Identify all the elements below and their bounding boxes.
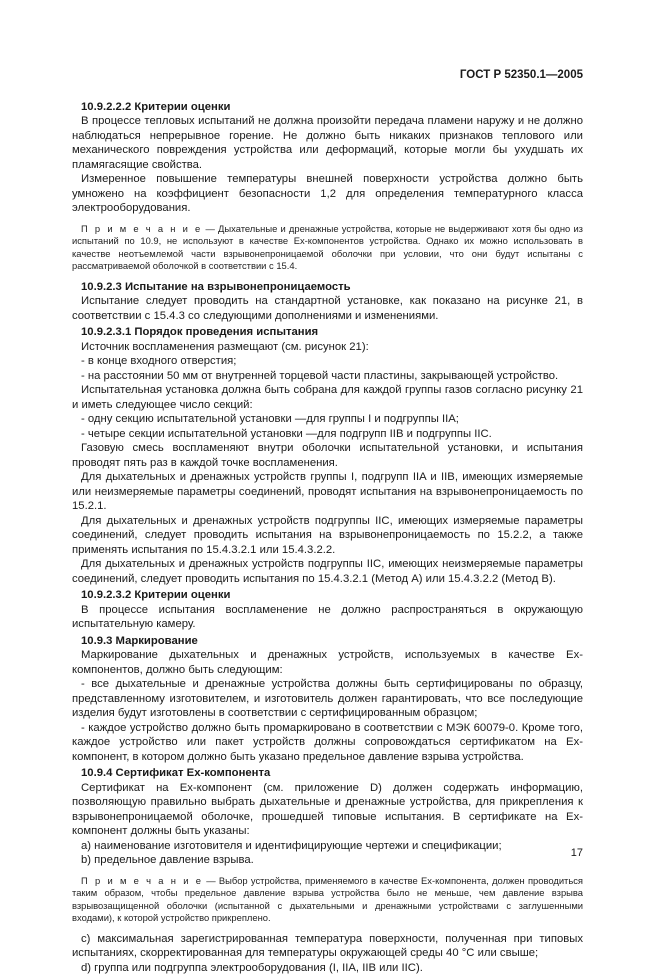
note-label: П р и м е ч а н и е (81, 223, 202, 234)
paragraph: В процессе испытания воспламенение не должно распространяться в окружающую испытательную камеру. (72, 603, 583, 632)
note-text: — Выбор устройства, применяемого в качестве Ex-компонента, должен проводиться таким образом, чтобы предельное давление взрыва устройства было не меньше, чем давление взрыва взрывозащищенной оболочки (испытанной с дыхательными и дренажными устройствами с заглушенными входами), к которой устройство прикреплено. (72, 875, 583, 924)
paragraph: Для дыхательных и дренажных устройств подгруппы IIC, имеющих неизмеряемые параметры соединений, следует проводить испытания по 15.4.3.2.1 (Метод А) или 15.4.3.2.2 (Метод В). (72, 557, 583, 586)
note (72, 223, 583, 273)
list-item: - одну секцию испытательной установки —для группы I и подгруппы IIA; (72, 412, 583, 427)
paragraph: Измеренное повышение температуры внешней поверхности устройства должно быть умножено на коэффициент безопасности 1,2 для определения температурного класса электрооборудования. (72, 172, 583, 216)
heading-10-9-2-3-1: 10.9.2.3.1 Порядок проведения испытания (72, 325, 583, 340)
note-text: — Дыхательные и дренажные устройства, которые не выдерживают хотя бы одно из испытаний по 10.9, не используют в качестве Ex-компонентов устройства. Однако их можно использовать в качестве неотъемлемой части взрывонепроницаемой оболочки при условии, что они будут испытаны с рассматриваемой оболочкой в соответствии с 15.4. (72, 223, 583, 272)
paragraph: Испытательная установка должна быть собрана для каждой группы газов согласно рисунку 21 и иметь следующее число секций: (72, 383, 583, 412)
page-number: 17 (571, 846, 583, 861)
list-item-b: b) предельное давление взрыва. (72, 853, 583, 868)
list-item: - четыре секции испытательной установки —для подгрупп IIB и подгруппы IIC. (72, 427, 583, 442)
list-item: - в конце входного отверстия; (72, 354, 583, 369)
note (72, 875, 583, 925)
heading-10-9-2-3: 10.9.2.3 Испытание на взрывонепроницаемость (72, 280, 583, 295)
paragraph: Сертификат на Ex-компонент (см. приложение D) должен содержать информацию, позволяющую правильно выбрать дыхательные и дренажные устройства, для прикрепления к взрывонепроницаемой оболочке, прошедшей типовые испытания. В сертификате на Ex-компонент должны быть указаны: (72, 781, 583, 839)
paragraph: Для дыхательных и дренажных устройств группы I, подгрупп IIA и IIB, имеющих измеряемые или неизмеряемые параметры соединений, проводят испытания на взрывонепроницаемость по 15.2.1. (72, 470, 583, 514)
list-item: - каждое устройство должно быть промаркировано в соответствии с МЭК 60079-0. Кроме того, каждое устройство или пакет устройств должны сопровождаться сертификатом на Ex-компонент, в котором должно быть указано предельное давление взрыва устройства. (72, 721, 583, 765)
heading-10-9-2-3-2: 10.9.2.3.2 Критерии оценки (72, 588, 583, 603)
list-item-a: a) наименование изготовителя и идентифицирующие чертежи и спецификации; (72, 839, 583, 854)
paragraph: Источник воспламенения размещают (см. рисунок 21): (72, 340, 583, 355)
paragraph: Для дыхательных и дренажных устройств подгруппы IIC, имеющих измеряемые параметры соединений, следует проводить испытания на взрывонепроницаемость по 15.2.2, а также применять испытания по 15.4.3.2.1 или 15.4.3.2.2. (72, 514, 583, 558)
list-item-c: c) максимальная зарегистрированная температура поверхности, полученная при типовых испытаниях, скорректированная для температуры окружающей среды 40 °С или свыше; (72, 932, 583, 961)
list-item-d: d) группа или подгруппа электрооборудования (I, IIA, IIB или IIC). (72, 961, 583, 975)
paragraph: В процессе тепловых испытаний не должна произойти передача пламени наружу и не должно наблюдаться непрерывное горение. Не должно быть никаких признаков теплового или механического повреждения устройства или деформаций, которые могли бы ухудшать их пламягасящие свойства. (72, 114, 583, 172)
list-item: - все дыхательные и дренажные устройства должны быть сертифицированы по образцу, представленному изготовителем, и изготовитель должен гарантировать, что все последующие изделия будут изготовлены в соответствии с сертифицированным образцом; (72, 677, 583, 721)
heading-10-9-3: 10.9.3 Маркирование (72, 634, 583, 649)
paragraph: Испытание следует проводить на стандартной установке, как показано на рисунке 21, в соответствии с 15.4.3 со следующими дополнениями и изменениями. (72, 294, 583, 323)
standard-header: ГОСТ Р 52350.1—2005 (72, 68, 583, 83)
paragraph: Газовую смесь воспламеняют внутри оболочки испытательной установки, и испытания проводят пять раз в каждой точке воспламенения. (72, 441, 583, 470)
list-item: - на расстоянии 50 мм от внутренней торцевой части пластины, закрывающей устройство. (72, 369, 583, 384)
heading-10-9-2-2-2: 10.9.2.2.2 Критерии оценки (72, 100, 583, 115)
note-label: П р и м е ч а н и е (81, 875, 203, 886)
heading-10-9-4: 10.9.4 Сертификат Ex-компонента (72, 766, 583, 781)
paragraph: Маркирование дыхательных и дренажных устройств, используемых в качестве Ex-компонентов, должно быть следующим: (72, 648, 583, 677)
